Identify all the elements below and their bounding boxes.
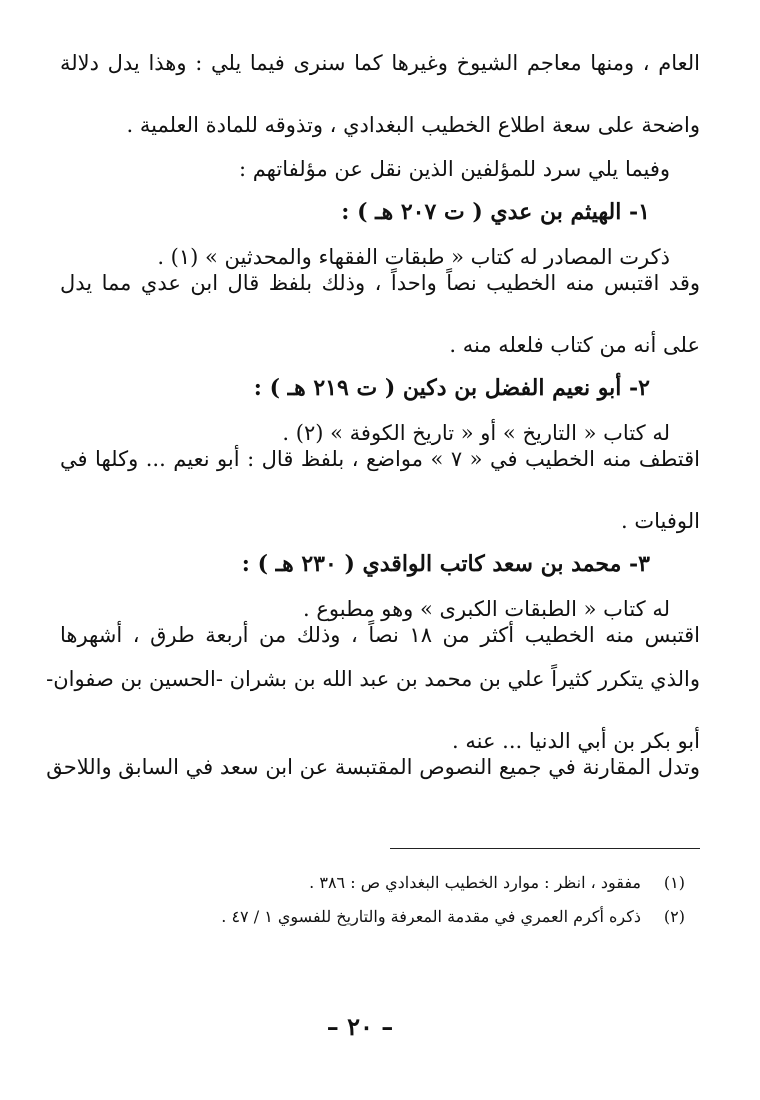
main-text	[46, 50, 701, 798]
body-line-13: له كتاب « الطبقات الكبرى » وهو مطبوع .	[303, 596, 670, 621]
footnote-2	[60, 900, 685, 934]
body-line-2: واضحة على سعة اطلاع الخطيب البغدادي ، وتذوقه للمادة العلمية .	[126, 112, 700, 137]
body-line-9: له كتاب « التاريخ » أو « تاريخ الكوفة » (٢) .	[282, 420, 670, 445]
footnote-1	[60, 866, 685, 900]
footnote-number: (١)	[663, 872, 685, 892]
section-heading-2: ٢- أبو نعيم الفضل بن دكين ( ت ٢١٩ هـ ) :	[253, 374, 650, 401]
footnote-divider	[390, 848, 700, 849]
body-line-15: والذي يتكرر كثيراً علي بن محمد بن عبد الله بن بشران -الحسين بن صفوان-	[46, 667, 700, 691]
body-line-5: ذكرت المصادر له كتاب « طبقات الفقهاء والمحدثين » (١) .	[157, 244, 670, 269]
body-line-1: العام ، ومنها معاجم الشيوخ وغيرها كما سنرى فيما يلي : وهذا يدل دلالة	[60, 51, 700, 75]
footnote-text: مفقود ، انظر : موارد الخطيب البغدادي ص : ٣٨٦ .	[309, 872, 641, 892]
section-heading-1: ١- الهيثم بن عدي ( ت ٢٠٧ هـ ) :	[341, 198, 650, 225]
body-line-17: وتدل المقارنة في جميع النصوص المقتبسة عن ابن سعد في السابق واللاحق	[46, 755, 700, 779]
body-line-3: وفيما يلي سرد للمؤلفين الذين نقل عن مؤلفاتهم :	[238, 156, 670, 181]
footnotes	[60, 866, 685, 934]
body-line-14: اقتبس منه الخطيب أكثر من ١٨ نصاً ، وذلك من أربعة طرق ، أشهرها	[60, 623, 700, 647]
section-heading-3: ٣- محمد بن سعد كاتب الواقدي ( ٢٣٠ هـ ) :	[241, 550, 650, 577]
body-line-16: أبو بكر بن أبي الدنيا ... عنه .	[452, 728, 700, 753]
footnote-number: (٢)	[663, 906, 685, 926]
body-line-7: على أنه من كتاب فلعله منه .	[449, 332, 700, 357]
body-line-6: وقد اقتبس منه الخطيب نصاً واحداً ، وذلك بلفظ قال ابن عدي مما يدل	[60, 271, 700, 295]
body-line-11: الوفيات .	[621, 508, 700, 533]
body-line-10: اقتطف منه الخطيب في « ٧ » مواضع ، بلفظ قال : أبو نعيم ... وكلها في	[60, 447, 701, 471]
footnote-text: ذكره أكرم العمري في مقدمة المعرفة والتاريخ للفسوي ١ / ٤٧ .	[221, 906, 641, 926]
page-number: – ٢٠ –	[326, 1012, 394, 1041]
